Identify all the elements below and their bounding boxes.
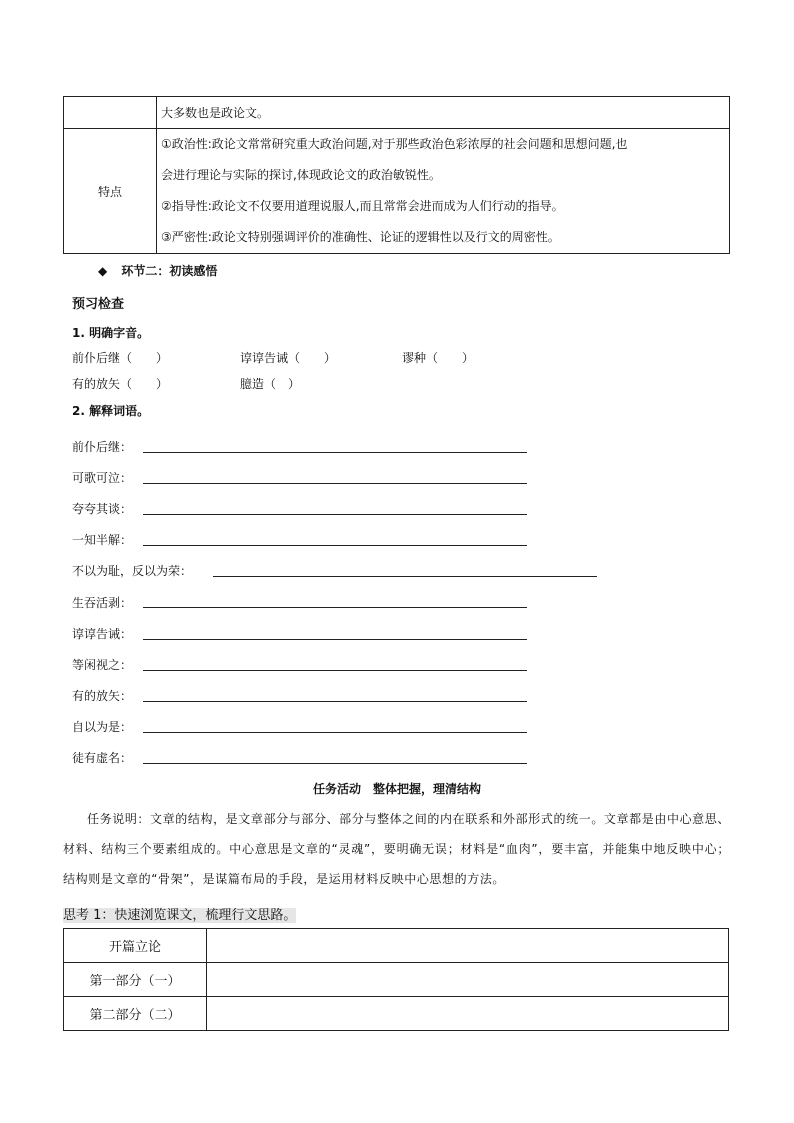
table-cell: 大多数也是政论文。 xyxy=(157,97,730,129)
pinyin-item: 臆造（ ） xyxy=(240,377,301,391)
term-label: 谆谆告诫： xyxy=(72,627,133,641)
outline-answer-cell[interactable] xyxy=(207,997,729,1031)
answer-line[interactable] xyxy=(143,763,527,764)
task-title: 任务活动 整体把握，理清结构 xyxy=(312,782,481,796)
pinyin-item: 有的放矢（ ） xyxy=(72,377,169,391)
section-title: 环节二：初读感悟 xyxy=(121,264,218,278)
think-prompt xyxy=(63,904,296,923)
answer-line[interactable] xyxy=(143,732,527,733)
term-label: 生吞活剥： xyxy=(72,596,133,610)
outline-answer-cell[interactable] xyxy=(207,963,729,997)
section-heading xyxy=(98,262,217,279)
feature-line: ③严密性:政论文特别强调评价的准确性、论证的逻辑性以及行文的周密性。 xyxy=(161,230,560,244)
term-label: 自以为是： xyxy=(72,720,133,734)
answer-line[interactable] xyxy=(143,607,527,608)
feature-line: 会进行理论与实际的探讨,体现政论文的政治敏锐性。 xyxy=(161,168,441,182)
outline-label: 开篇立论 xyxy=(64,929,207,963)
question-1-heading: 1. 明确字音。 xyxy=(72,326,150,340)
answer-line[interactable] xyxy=(143,545,527,546)
definition-table xyxy=(63,96,730,254)
pinyin-item: 谆谆告诫（ ） xyxy=(240,351,337,365)
think-prompt-text: 思考 1：快速浏览课文，梳理行文思路。 xyxy=(63,908,297,923)
table-row xyxy=(64,129,730,254)
answer-line[interactable] xyxy=(143,483,527,484)
pinyin-item: 谬种（ ） xyxy=(402,351,475,365)
diamond-bullet-icon: ◆ xyxy=(98,264,108,278)
term-label: 不以为耻，反以为荣： xyxy=(72,564,193,578)
outline-answer-cell[interactable] xyxy=(207,929,729,963)
answer-line[interactable] xyxy=(143,639,527,640)
outline-label: 第一部分（一） xyxy=(64,963,207,997)
table-cell xyxy=(64,97,157,129)
feature-cell xyxy=(157,129,730,254)
term-label: 夸夸其谈： xyxy=(72,502,133,516)
question-2-heading: 2. 解释词语。 xyxy=(72,404,150,418)
task-description: 任务说明：文章的结构，是文章部分与部分、部分与整体之间的内在联系和外部形式的统一。文章都是由中心意思、材料、结构三个要素组成的。中心意思是文章的“灵魂”，要明确无误；材料是“血肉”，要丰富，并能集中地反映中心；结构则是文章的“骨架”，是谋篇布局的手段，是运用材料反映中心思想的方法。 xyxy=(63,812,730,886)
answer-line[interactable] xyxy=(143,670,527,671)
table-row xyxy=(64,997,729,1031)
answer-line[interactable] xyxy=(143,452,527,453)
feature-line: ①政治性:政论文常常研究重大政治问题,对于那些政治色彩浓厚的社会问题和思想问题,也 xyxy=(161,137,628,151)
feature-label: 特点 xyxy=(64,129,157,254)
outline-table xyxy=(63,928,729,1031)
table-row xyxy=(64,929,729,963)
table-row xyxy=(64,97,730,129)
feature-line: ②指导性:政论文不仅要用道理说服人,而且常常会进而成为人们行动的指导。 xyxy=(161,199,564,213)
table-row xyxy=(64,963,729,997)
term-label: 等闲视之： xyxy=(72,658,133,672)
term-label: 可歌可泣： xyxy=(72,471,133,485)
preview-heading: 预习检查 xyxy=(72,297,125,312)
answer-line[interactable] xyxy=(213,576,597,577)
term-label: 有的放矢： xyxy=(72,689,133,703)
outline-label: 第二部分（二） xyxy=(64,997,207,1031)
term-label: 徒有虚名： xyxy=(72,751,133,765)
answer-line[interactable] xyxy=(143,514,527,515)
term-label: 前仆后继： xyxy=(72,440,133,454)
term-label: 一知半解： xyxy=(72,533,133,547)
answer-line[interactable] xyxy=(143,701,527,702)
pinyin-item: 前仆后继（ ） xyxy=(72,351,169,365)
